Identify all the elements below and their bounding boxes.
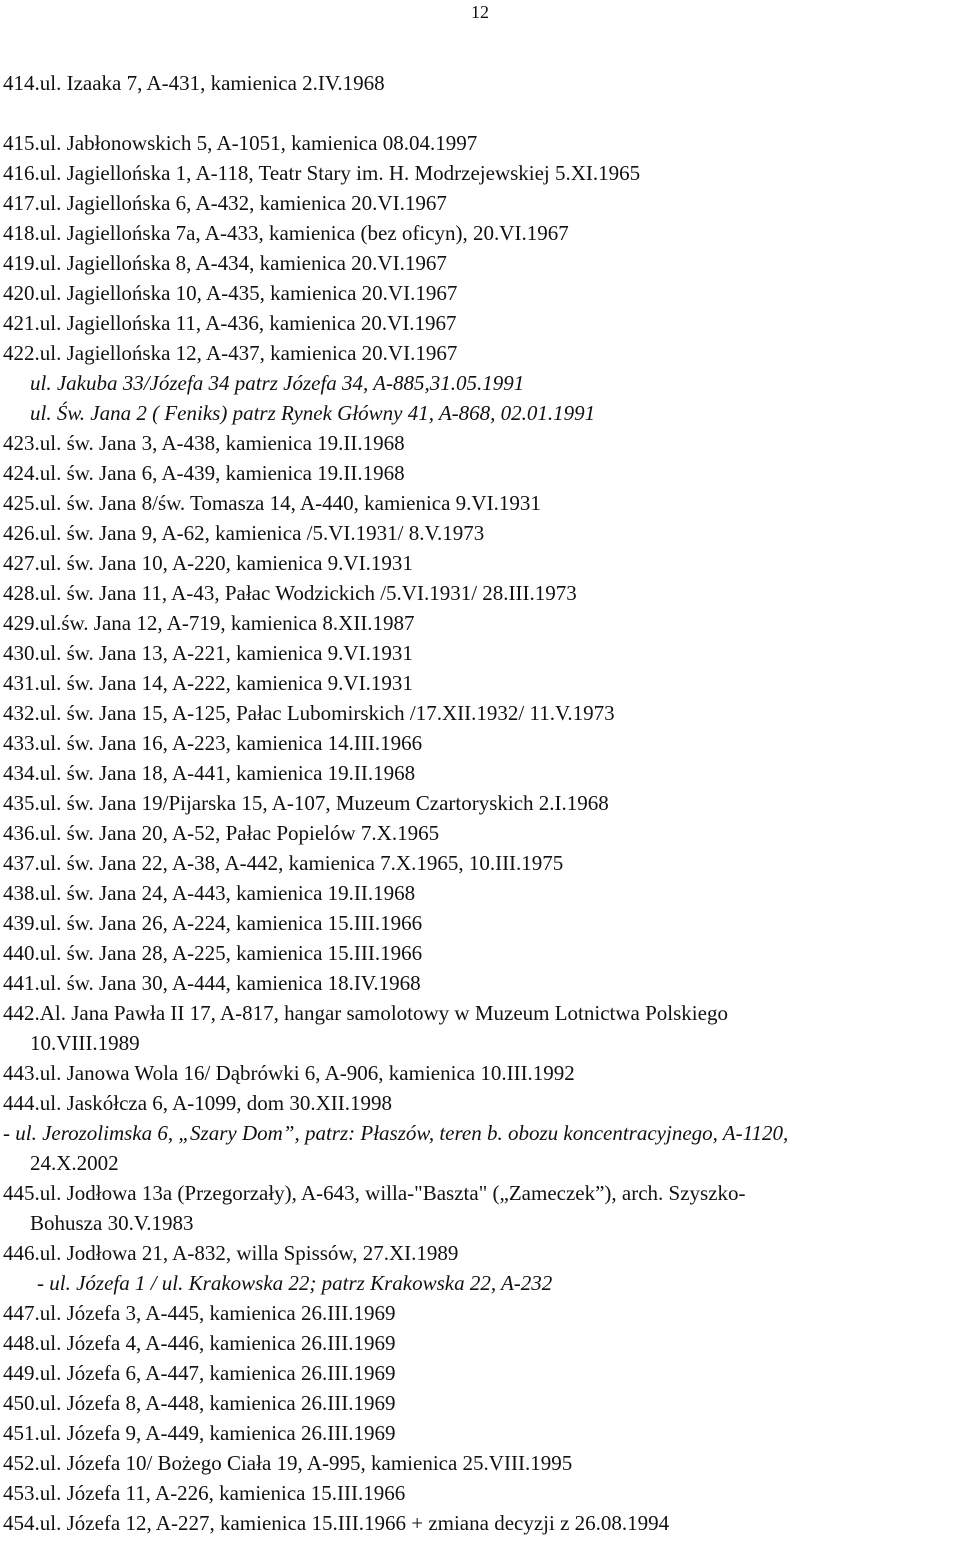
cross-reference-jozefa-1: - ul. Józefa 1 / ul. Krakowska 22; patrz Krakowska 22, A-232 xyxy=(37,1271,553,1295)
list-item-454: 454.ul. Józefa 12, A-227, kamienica 15.III.1966 + zmiana decyzji z 26.08.1994 xyxy=(3,1511,670,1535)
list-item-421: 421.ul. Jagiellońska 11, A-436, kamienica 20.VI.1967 xyxy=(3,311,457,335)
list-item-433: 433.ul. św. Jana 16, A-223, kamienica 14.III.1966 xyxy=(3,731,423,755)
list-item-451: 451.ul. Józefa 9, A-449, kamienica 26.III.1969 xyxy=(3,1421,396,1445)
list-item-439: 439.ul. św. Jana 26, A-224, kamienica 15.III.1966 xyxy=(3,911,423,935)
list-item-420: 420.ul. Jagiellońska 10, A-435, kamienica 20.VI.1967 xyxy=(3,281,458,305)
list-item-415: 415.ul. Jabłonowskich 5, A-1051, kamienica 08.04.1997 xyxy=(3,131,478,155)
list-item-441: 441.ul. św. Jana 30, A-444, kamienica 18.IV.1968 xyxy=(3,971,421,995)
cross-reference-jerozolimska: - ul. Jerozolimska 6, „Szary Dom”, patrz: Płaszów, teren b. obozu koncentracyjnego, A-1120, xyxy=(3,1121,789,1145)
list-item-419: 419.ul. Jagiellońska 8, A-434, kamienica 20.VI.1967 xyxy=(3,251,447,275)
cross-reference-sw-jana-2: ul. Św. Jana 2 ( Feniks) patrz Rynek Główny 41, A-868, 02.01.1991 xyxy=(30,401,596,425)
list-item-440: 440.ul. św. Jana 28, A-225, kamienica 15.III.1966 xyxy=(3,941,423,965)
list-item-442-continuation: 10.VIII.1989 xyxy=(30,1031,140,1055)
list-item-429: 429.ul.św. Jana 12, A-719, kamienica 8.XII.1987 xyxy=(3,611,415,635)
list-item-438: 438.ul. św. Jana 24, A-443, kamienica 19.II.1968 xyxy=(3,881,416,905)
list-item-414: 414.ul. Izaaka 7, A-431, kamienica 2.IV.1968 xyxy=(3,71,385,95)
list-item-452: 452.ul. Józefa 10/ Bożego Ciała 19, A-995, kamienica 25.VIII.1995 xyxy=(3,1451,573,1475)
list-item-449: 449.ul. Józefa 6, A-447, kamienica 26.III.1969 xyxy=(3,1361,396,1385)
list-item-443: 443.ul. Janowa Wola 16/ Dąbrówki 6, A-906, kamienica 10.III.1992 xyxy=(3,1061,575,1085)
list-item-447: 447.ul. Józefa 3, A-445, kamienica 26.III.1969 xyxy=(3,1301,396,1325)
list-item-434: 434.ul. św. Jana 18, A-441, kamienica 19.II.1968 xyxy=(3,761,416,785)
list-item-422: 422.ul. Jagiellońska 12, A-437, kamienica 20.VI.1967 xyxy=(3,341,458,365)
list-item-453: 453.ul. Józefa 11, A-226, kamienica 15.III.1966 xyxy=(3,1481,406,1505)
list-item-446: 446.ul. Jodłowa 21, A-832, willa Spissów, 27.XI.1989 xyxy=(3,1241,459,1265)
list-item-425: 425.ul. św. Jana 8/św. Tomasza 14, A-440, kamienica 9.VI.1931 xyxy=(3,491,541,515)
list-item-436: 436.ul. św. Jana 20, A-52, Pałac Popielów 7.X.1965 xyxy=(3,821,440,845)
list-item-430: 430.ul. św. Jana 13, A-221, kamienica 9.VI.1931 xyxy=(3,641,413,665)
list-item-435: 435.ul. św. Jana 19/Pijarska 15, A-107, Muzeum Czartoryskich 2.I.1968 xyxy=(3,791,609,815)
list-item-427: 427.ul. św. Jana 10, A-220, kamienica 9.VI.1931 xyxy=(3,551,413,575)
list-item-423: 423.ul. św. Jana 3, A-438, kamienica 19.II.1968 xyxy=(3,431,405,455)
list-item-445: 445.ul. Jodłowa 13a (Przegorzały), A-643, willa-"Baszta" („Zameczek”), arch. Szyszko- xyxy=(3,1181,746,1205)
list-item-424: 424.ul. św. Jana 6, A-439, kamienica 19.II.1968 xyxy=(3,461,405,485)
list-item-431: 431.ul. św. Jana 14, A-222, kamienica 9.VI.1931 xyxy=(3,671,413,695)
list-item-428: 428.ul. św. Jana 11, A-43, Pałac Wodzickich /5.VI.1931/ 28.III.1973 xyxy=(3,581,577,605)
list-item-418: 418.ul. Jagiellońska 7a, A-433, kamienica (bez oficyn), 20.VI.1967 xyxy=(3,221,569,245)
list-item-437: 437.ul. św. Jana 22, A-38, A-442, kamienica 7.X.1965, 10.III.1975 xyxy=(3,851,564,875)
list-item-445-continuation: Bohusza 30.V.1983 xyxy=(30,1211,194,1235)
list-item-442: 442.Al. Jana Pawła II 17, A-817, hangar samolotowy w Muzeum Lotnictwa Polskiego xyxy=(3,1001,728,1025)
cross-reference-jakuba: ul. Jakuba 33/Józefa 34 patrz Józefa 34, A-885,31.05.1991 xyxy=(30,371,525,395)
cross-reference-jerozolimska-continuation: 24.X.2002 xyxy=(30,1151,119,1175)
list-item-450: 450.ul. Józefa 8, A-448, kamienica 26.III.1969 xyxy=(3,1391,396,1415)
list-item-416: 416.ul. Jagiellońska 1, A-118, Teatr Stary im. H. Modrzejewskiej 5.XI.1965 xyxy=(3,161,641,185)
list-item-444: 444.ul. Jaskółcza 6, A-1099, dom 30.XII.1998 xyxy=(3,1091,393,1115)
list-item-448: 448.ul. Józefa 4, A-446, kamienica 26.III.1969 xyxy=(3,1331,396,1355)
list-item-432: 432.ul. św. Jana 15, A-125, Pałac Lubomirskich /17.XII.1932/ 11.V.1973 xyxy=(3,701,615,725)
list-item-417: 417.ul. Jagiellońska 6, A-432, kamienica 20.VI.1967 xyxy=(3,191,447,215)
list-item-426: 426.ul. św. Jana 9, A-62, kamienica /5.VI.1931/ 8.V.1973 xyxy=(3,521,485,545)
page-number: 12 xyxy=(471,2,489,22)
